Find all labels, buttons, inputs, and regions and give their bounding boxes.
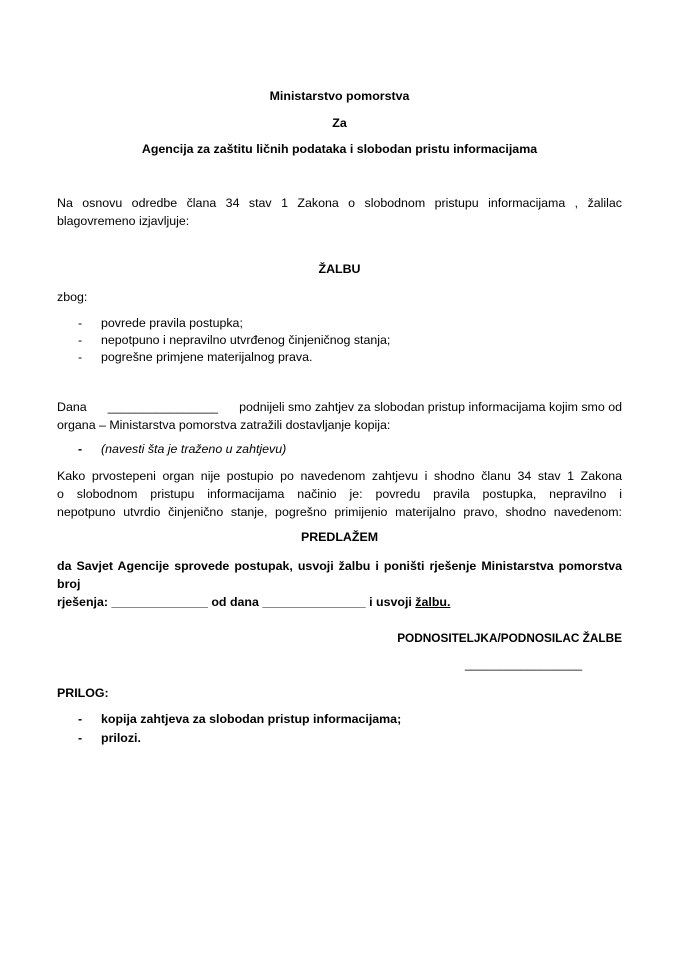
list-item: - kopija zahtjeva za slobodan pristup informacijama; bbox=[78, 712, 402, 726]
proposal-line-1: da Savjet Agencije sprovede postupak, usvoji žalbu i poništi rješenje Ministarstva pomorstva broj bbox=[57, 559, 622, 591]
reasoning-line-1: Kako prvostepeni organ nije postupio po navedenom zahtjevu i shodno članu 34 stav 1 Zakona bbox=[57, 469, 622, 483]
document-title: ŽALBU bbox=[318, 262, 361, 276]
proposal-paragraph bbox=[57, 557, 622, 611]
proposal-heading: PREDLAŽEM bbox=[300, 530, 379, 544]
reasoning-paragraph bbox=[57, 467, 622, 521]
reasoning-line-2: o slobodnom pristupu informacijama načinio je: povredu pravila postupka, nepravilno i bbox=[57, 487, 622, 501]
attachments-list bbox=[78, 710, 598, 748]
list-item: - (navesti šta je traženo u zahtjevu) bbox=[78, 442, 287, 456]
signature-line: _________________ bbox=[465, 657, 583, 671]
request-line-1: Dana ________________ podnijeli smo zahtjev za slobodan pristup informacijama kojim smo od bbox=[57, 400, 622, 414]
decision-date-blank: _______________ bbox=[262, 595, 366, 609]
attachments-label: PRILOG: bbox=[57, 686, 109, 700]
intro-paragraph bbox=[57, 194, 622, 230]
date-blank: ________________ bbox=[107, 400, 218, 414]
recipient-agency: Agencija za zaštitu ličnih podataka i slobodan pristu informacijama bbox=[141, 142, 538, 156]
proposal-line-2: rješenja: ______________ od dana _______________ i usvoji žalbu. bbox=[57, 595, 451, 609]
reasoning-line-3: nepotpuno utvrdio činjenično stanje, pogrešno primijenio materijalno pravo, shodno navedenom: bbox=[57, 505, 622, 519]
request-paragraph bbox=[57, 398, 622, 434]
intro-line-2: blagovremeno izjavljuje: bbox=[57, 214, 190, 228]
recipient-ministry: Ministarstvo pomorstva bbox=[269, 89, 410, 103]
requested-item bbox=[78, 441, 598, 458]
recipient-for: Za bbox=[332, 116, 347, 130]
decision-number-blank: ______________ bbox=[111, 595, 208, 609]
reasons-list bbox=[78, 315, 598, 366]
list-item: - prilozi. bbox=[78, 731, 141, 745]
signature-label: PODNOSITELJKA/PODNOSILAC ŽALBE bbox=[397, 631, 622, 645]
list-item: - pogrešne primjene materijalnog prava. bbox=[78, 350, 313, 364]
intro-line-1: Na osnovu odredbe člana 34 stav 1 Zakona o slobodnom pristupu informacijama , žalilac bbox=[57, 196, 622, 210]
request-line-2: organa – Ministarstva pomorstva zatražili dostavljanje kopija: bbox=[57, 418, 391, 432]
reason-label: zbog: bbox=[57, 290, 88, 304]
list-item: - nepotpuno i nepravilno utvrđenog činjeničnog stanja; bbox=[78, 333, 391, 347]
list-item: - povrede pravila postupka; bbox=[78, 316, 243, 330]
